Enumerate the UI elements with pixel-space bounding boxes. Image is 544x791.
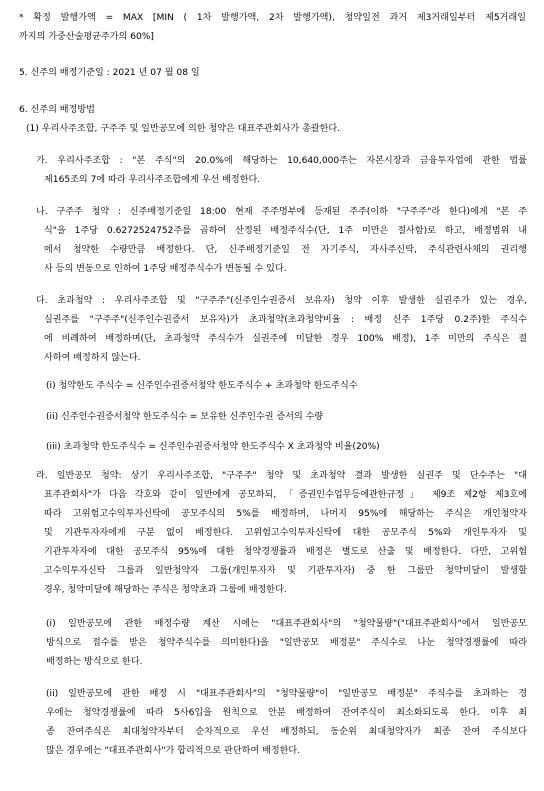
clause-ra-line-4: 및 기관투자자에게 구분 없이 배정한다. 고위험고수익투자신탁에 대한 공모주식 5%와 개인투자자 및 [44, 528, 527, 538]
clause-na-line-4: 사 등의 변동으로 인하여 1주당 배정주식수가 변동될 수 있다. [44, 264, 287, 274]
clause-ra-ii-line-2: 우에는 청약경쟁률에 따라 5사6입을 원칙으로 안분 배정하여 잔여주식이 최소화되도록 한다. 이후 최 [46, 708, 527, 718]
formula-ii: (ii) 신주인수권증서청약 한도주식수 = 보유한 신주인수권 증서의 수량 [46, 412, 324, 422]
clause-ra-ii-line-1: (ii) 일반공모에 관한 배정 시 "대표주관회사"의 "청약물량"이 "일반공모 배정분" 주식수를 초과하는 경 [46, 689, 527, 699]
clause-da-line-3: 에 비례하여 배정하며(단, 초과청약 주식수가 실권주에 미달한 경우 100% 배정), 1주 미만의 주식은 절 [44, 334, 527, 344]
clause-ra-i-line-1: (i) 일반공모에 관한 배정수량 계산 시에는 "대표주관회사"의 "청약물량"("대표주관회사"에서 일반공모 [46, 619, 527, 629]
clause-da-line-2: 실권주를 "구주주"(신주인수권증서 보유자)가 초과청약(초과청약비율 : 배정 신주 1주당 0.2주)한 주식수 [44, 315, 527, 325]
clause-ra-line-3: 따라 고위험고수익투자신탁에 공모주식의 5%를 배정하며, 나머지 95%에 해당하는 주식은 개인청약자 [44, 509, 527, 519]
clause-ra-ii-line-3: 종 잔여주식은 최대청약자부터 순차적으로 우선 배정하되, 동순위 최대청약자가 최종 잔여 주식보다 [46, 727, 527, 737]
clause-ra-i-line-3: 배정하는 방식으로 한다. [46, 657, 143, 667]
clause-ra-line-1: 라. 일반공모 청약: 상기 우리사주조합, "구주주" 청약 및 초과청약 결과 발생한 실권주 및 단수주는 "대 [36, 471, 527, 481]
clause-da-line-1: 다. 초과청약 : 우리사주조합 및 "구주주"(신주인수권증서 보유자) 청약 이후 발생한 실권주가 있는 경우, [36, 296, 527, 306]
formula-i: (i) 청약한도 주식수 = 신주인수권증서청약 한도주식수 + 초과청약 한도주식수 [46, 381, 358, 391]
clause-ra-line-5: 기관투자자에 대한 공모주식 95%에 대한 청약경쟁률과 배정은 별도로 산출 및 배정한다. 다만, 고위험 [44, 547, 527, 557]
price-note-line-2: 까지의 가중산술평균주가의 60%] [19, 32, 154, 42]
clause-ra-line-7: 경우, 청약미달에 해당하는 주식은 청약초과 그룹에 배정한다. [44, 585, 287, 595]
item-1: (1) 우리사주조합, 구주주 및 일반공모에 의한 청약은 대표주관회사가 총괄한다. [26, 124, 341, 134]
clause-na-line-3: 에서 청약한 수량만큼 배정한다. 단, 신주배정기준일 전 자기주식, 자사주신탁, 주식관련사채의 권리행 [44, 245, 527, 255]
section-5-heading: 5. 신주의 배정기준일 : 2021 년 07 월 08 일 [19, 68, 200, 78]
clause-ra-i-line-2: 방식으로 접수를 받은 청약주식수를 의미한다)을 "일반공모 배정분" 주식수로 나눈 청약경쟁률에 따라 [46, 638, 527, 648]
clause-na-line-1: 나. 구주주 청약 : 신주배정기준일 18:00 현재 주주명부에 등재된 주주(이하 "구주주"라 한다)에게 "본 주 [36, 207, 527, 217]
clause-ga-line-1: 가. 우리사주조합 : "본 주식"의 20.0%에 해당하는 10,640,000주는 자본시장과 금융투자업에 관한 법률 [36, 156, 527, 166]
price-note-line-1: * 확정 발행가액 = MAX [MIN ( 1차 발행가액, 2차 발행가액), 청약일전 과거 제3거래일부터 제5거래일 [19, 13, 526, 23]
formula-iii: (iii) 초과청약 한도주식수 = 신주인수권증서청약 한도주식수 X 초과청약 비율(20%) [46, 442, 380, 452]
clause-ga-line-2: 제165조의 7에 따라 우리사주조합에게 우선 배정한다. [44, 175, 261, 185]
section-6-heading: 6. 신주의 배정방법 [19, 105, 95, 115]
clause-da-line-4: 사하여 배정하지 않는다. [44, 353, 141, 363]
clause-na-line-2: 식"을 1주당 0.6272524752주를 곱하여 산정된 배정주식수(단, 1주 미만은 절사함)로 하고, 배정범위 내 [44, 226, 527, 236]
clause-ra-line-6: 고수익투자신탁 그룹과 일반청약자 그룹(개인투자자 및 기관투자자) 중 한 그룹만 청약미달이 발생할 [44, 566, 527, 576]
clause-ra-ii-line-4: 많은 경우에는 "대표주관회사"가 합리적으로 판단하여 배정한다. [46, 746, 301, 756]
clause-ra-line-2: 표주관회사"가 다음 각호와 같이 일반에게 공모하되, 「증권인수업무등에관한규정」 제9조 제2항 제3호에 [44, 490, 527, 500]
